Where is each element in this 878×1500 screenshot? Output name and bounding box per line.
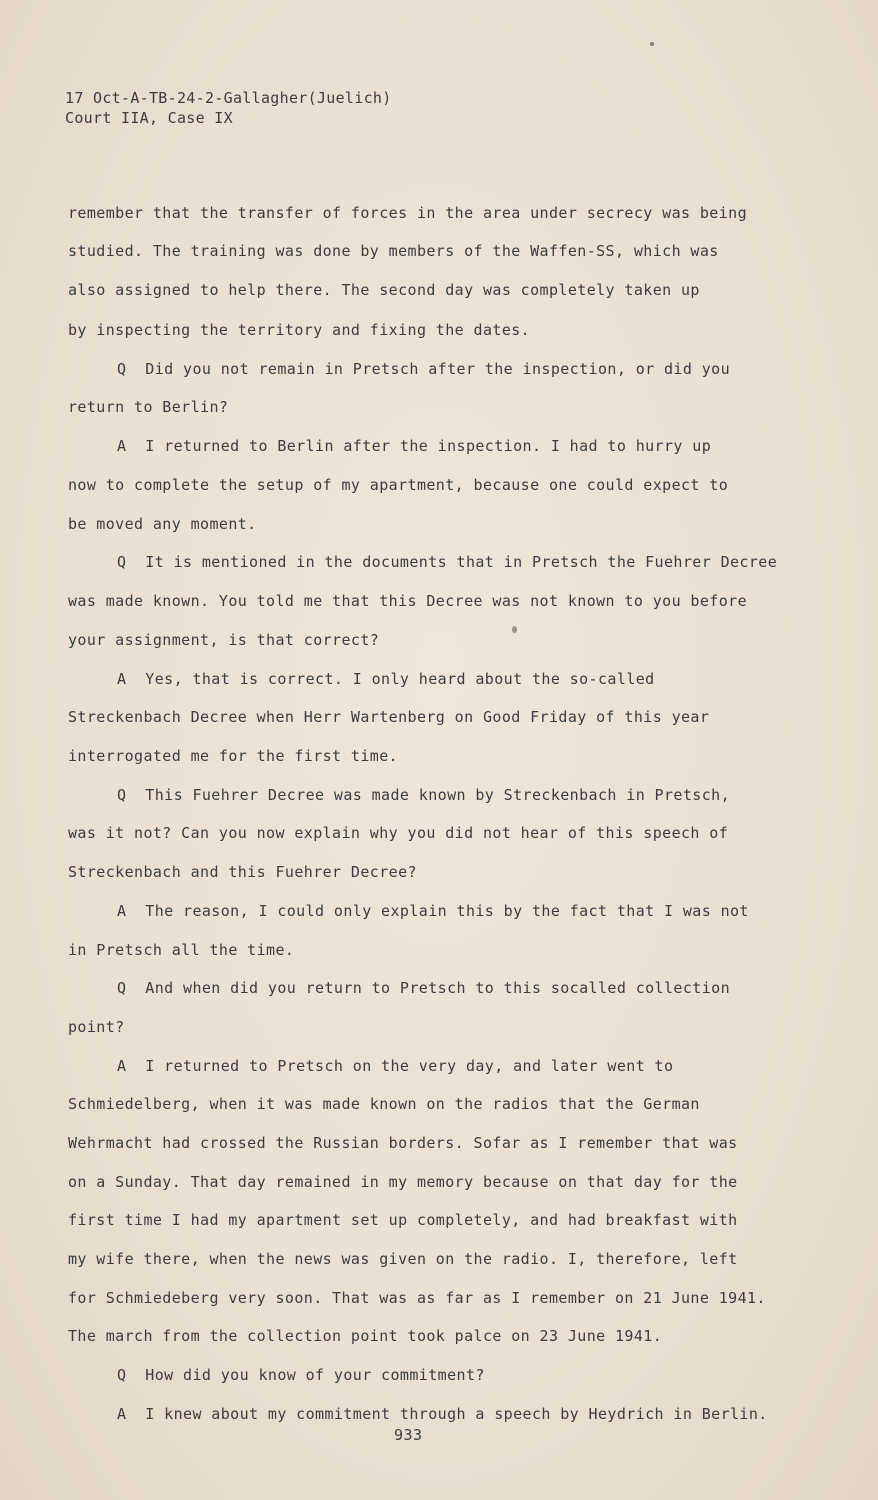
transcript-line: on a Sunday. That day remained in my memory because on that day for the [68, 1173, 738, 1191]
transcript-line: was it not? Can you now explain why you did not hear of this speech of [68, 824, 729, 842]
transcript-line: return to Berlin? [68, 398, 229, 416]
transcript-line: be moved any moment. [68, 515, 257, 533]
transcript-line: A I knew about my commitment through a speech by Heydrich in Berlin. [117, 1405, 768, 1423]
transcript-line: Streckenbach and this Fuehrer Decree? [68, 863, 417, 881]
transcript-line: Wehrmacht had crossed the Russian borders. Sofar as I remember that was [68, 1134, 738, 1152]
document-header [65, 88, 392, 128]
transcript-line: A Yes, that is correct. I only heard about the so-called [117, 670, 655, 688]
transcript-line: Streckenbach Decree when Herr Wartenberg on Good Friday of this year [68, 708, 710, 726]
transcript-line: studied. The training was done by members of the Waffen-SS, which was [68, 242, 719, 260]
page-number: 933 [394, 1426, 423, 1444]
transcript-line: by inspecting the territory and fixing the dates. [68, 321, 531, 339]
transcript-line: Schmiedelberg, when it was made known on the radios that the German [68, 1095, 700, 1113]
transcript-line: also assigned to help there. The second day was completely taken up [68, 281, 700, 299]
transcript-line: Q And when did you return to Pretsch to this socalled collection [117, 979, 730, 997]
transcript-line: A The reason, I could only explain this by the fact that I was not [117, 902, 749, 920]
transcript-line: my wife there, when the news was given on the radio. I, therefore, left [68, 1250, 738, 1268]
transcript-line: now to complete the setup of my apartment, because one could expect to [68, 476, 729, 494]
transcript-line: Q It is mentioned in the documents that in Pretsch the Fuehrer Decree [117, 553, 778, 571]
transcript-line: Q How did you know of your commitment? [117, 1366, 485, 1384]
transcript-line: A I returned to Pretsch on the very day, and later went to [117, 1057, 674, 1075]
transcript-line: in Pretsch all the time. [68, 941, 295, 959]
transcript-line: remember that the transfer of forces in the area under secrecy was being [68, 204, 748, 222]
paper-speck [650, 42, 654, 46]
paper-speck [512, 626, 517, 633]
transcript-line: Q This Fuehrer Decree was made known by Streckenbach in Pretsch, [117, 786, 730, 804]
transcript-line: for Schmiedeberg very soon. That was as far as I remember on 21 June 1941. [68, 1289, 766, 1307]
transcript-line: first time I had my apartment set up completely, and had breakfast with [68, 1211, 738, 1229]
transcript-line: point? [68, 1018, 125, 1036]
header-court-line: Court IIA, Case IX [65, 109, 233, 127]
transcript-line: was made known. You told me that this Decree was not known to you before [68, 592, 748, 610]
transcript-line: your assignment, is that correct? [68, 631, 380, 649]
transcript-line: A I returned to Berlin after the inspection. I had to hurry up [117, 437, 712, 455]
transcript-line: The march from the collection point took palce on 23 June 1941. [68, 1327, 663, 1345]
transcript-line: Q Did you not remain in Pretsch after the inspection, or did you [117, 360, 730, 378]
transcript-line: interrogated me for the first time. [68, 747, 399, 765]
header-reference-line: 17 Oct-A-TB-24-2-Gallagher(Juelich) [65, 89, 392, 107]
